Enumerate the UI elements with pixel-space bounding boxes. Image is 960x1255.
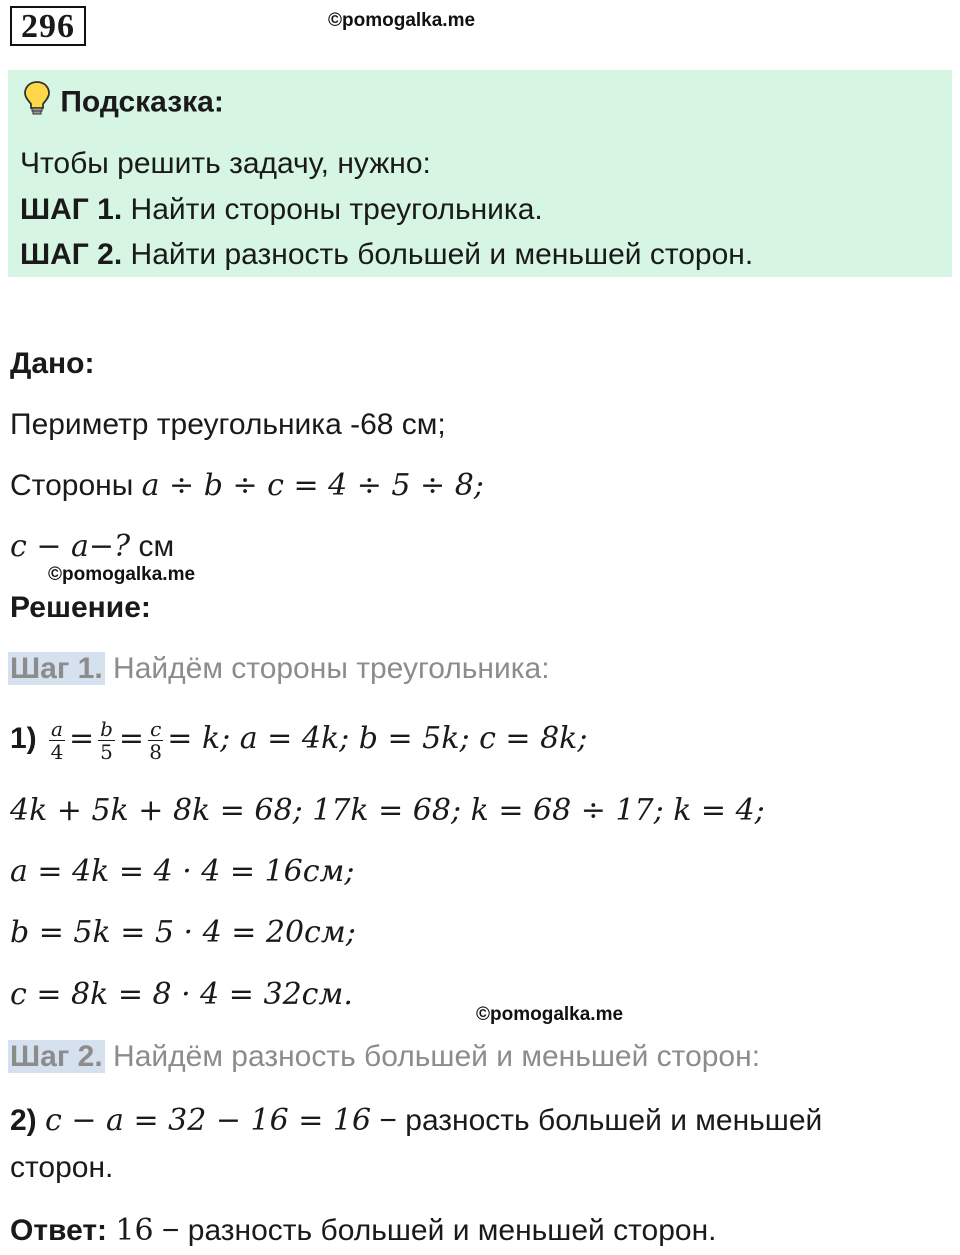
fraction-c-num: c: [150, 716, 162, 741]
hint-step-2-label: ШАГ 2.: [20, 238, 123, 271]
solution-line-1: 1) $\frac{a}{4}$ = $\frac{b}{5}$ = $\frac{c}{8}$ = k; a = 4k; b = 5k; c = 8k;: [10, 716, 588, 764]
given-question: [10, 529, 174, 565]
given-question-unit: см: [130, 530, 175, 563]
answer-label: Ответ:: [10, 1214, 108, 1247]
task-number: 296: [10, 6, 86, 46]
fraction-a-4: [49, 718, 65, 763]
fraction-b-5: [98, 718, 115, 763]
step-2-text: Найдём разность большей и меньшей сторон:: [113, 1040, 761, 1073]
line-1-rest: = k; a = 4k; b = 5k; c = 8k;: [167, 721, 588, 756]
solution-line-6-cont: сторон.: [10, 1151, 114, 1184]
hint-title: Подсказка:: [60, 85, 224, 119]
fraction-b-num: b: [100, 716, 113, 741]
answer: [10, 1213, 717, 1249]
hint-step-2-text: Найти разность большей и меньшей сторон.: [130, 238, 754, 271]
fraction-a-den: 4: [50, 739, 64, 764]
given-sides-ratio: a ÷ b ÷ c = 4 ÷ 5 ÷ 8;: [141, 468, 484, 503]
solution-line-2: 4k + 5k + 8k = 68; 17k = 68; k = 68 ÷ 17; k = 4;: [10, 793, 765, 828]
line-6-text: − разность большей и меньшей: [371, 1104, 823, 1137]
fraction-b-den: 5: [100, 739, 113, 764]
answer-text: − разность большей и меньшей сторон.: [153, 1214, 717, 1247]
hint-step-2: [20, 237, 753, 273]
step-2-label: Шаг 2.: [10, 1040, 103, 1073]
line-6-prefix: 2): [10, 1104, 37, 1137]
line-6-math: c − a = 32 − 16 = 16: [45, 1103, 372, 1138]
given-title: Дано:: [10, 347, 95, 380]
given-sides: [10, 468, 484, 504]
solution-line-5: c = 8k = 8 · 4 = 32см.: [10, 977, 353, 1012]
fraction-a-num: a: [51, 716, 63, 741]
solution-line-3: a = 4k = 4 · 4 = 16см;: [10, 854, 355, 889]
fraction-c-8: [148, 718, 163, 763]
watermark-3: ©pomogalka.me: [476, 1004, 624, 1025]
given-question-math: c − a−?: [10, 529, 131, 564]
answer-value: 16: [115, 1213, 154, 1248]
hint-intro: Чтобы решить задачу, нужно:: [20, 147, 431, 180]
hint-step-1: [20, 192, 543, 228]
step-1-text: Найдём стороны треугольника:: [113, 652, 550, 685]
solution-step-2: [8, 1039, 760, 1075]
hint-step-1-text: Найти стороны треугольника.: [130, 193, 543, 226]
watermark-2: ©pomogalka.me: [48, 564, 196, 585]
fraction-c-den: 8: [149, 739, 163, 764]
solution-step-1: [8, 651, 550, 687]
solution-title: Решение:: [10, 591, 151, 624]
solution-line-6: [10, 1103, 822, 1139]
line-1-prefix: 1): [10, 722, 37, 755]
watermark: ©pomogalka.me: [328, 10, 476, 31]
lightbulb-icon: [22, 80, 52, 125]
solution-line-4: b = 5k = 5 · 4 = 20см;: [10, 915, 356, 950]
given-perimeter: Периметр треугольника -68 см;: [10, 408, 446, 441]
hint-title-row: [22, 80, 224, 125]
step-1-label: Шаг 1.: [10, 652, 103, 685]
given-sides-prefix: Стороны: [10, 469, 134, 502]
hint-step-1-label: ШАГ 1.: [20, 193, 123, 226]
